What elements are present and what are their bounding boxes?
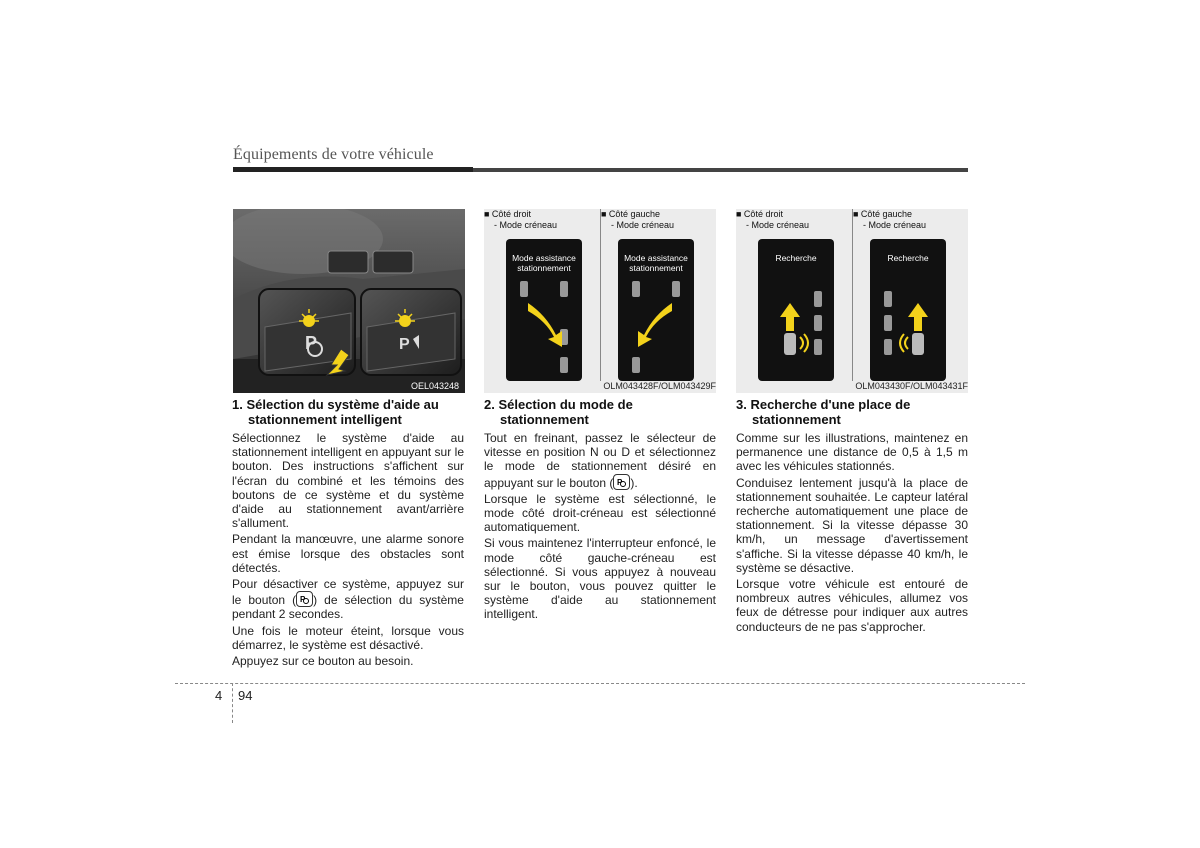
fig2-right-mode-label: - Mode créneau bbox=[611, 220, 675, 230]
fig3-left-diagram bbox=[870, 239, 946, 381]
section-1-paragraph: Pendant la manœuvre, une alarme sonore est émise lorsque des obstacles sont détectés. bbox=[232, 532, 464, 575]
svg-text:P: P bbox=[617, 477, 623, 487]
section-3-title-line1: 3. Recherche d'une place de bbox=[736, 397, 911, 412]
fig3-left-mode-label: - Mode créneau bbox=[746, 220, 810, 230]
figure-parking-buttons bbox=[233, 209, 465, 393]
fig2-right-diagram bbox=[506, 239, 582, 381]
spas-button-icon bbox=[296, 591, 313, 607]
chapter-number: 4 bbox=[215, 688, 223, 703]
fig3-right-side-label: ■ Côté gauche bbox=[853, 209, 912, 219]
figure-mode-selection bbox=[484, 209, 716, 393]
section-1-title-line1: 1. Sélection du système d'aide au bbox=[232, 397, 439, 412]
header-rule-accent bbox=[233, 167, 473, 172]
section-2-p1-end: ). bbox=[630, 475, 638, 490]
section-1-paragraph: Sélectionnez le système d'aide au stationnement intelligent en appuyant sur le bouton. Des instructions s'affichent sur l'écran du combiné et les témoins des boutons de ce système et du système d'aide au stationnement avant/arrière s'allument. bbox=[232, 431, 464, 531]
fig2-screen-title-l2: stationnement bbox=[517, 263, 571, 273]
svg-text:P: P bbox=[399, 336, 410, 353]
fig2-left-side-label: ■ Côté droit bbox=[484, 209, 531, 219]
section-1-title bbox=[232, 397, 464, 427]
section-2-p1-start: Tout en freinant, passez le sélecteur de vitesse en position N ou D et sélectionnez le mode de stationnement désiré en appuyant sur le bouton ( bbox=[484, 431, 716, 490]
figure-code: OEL043248 bbox=[410, 381, 459, 391]
fig3-screen-title: Recherche bbox=[775, 253, 817, 263]
fig3-screen-left bbox=[870, 239, 946, 381]
page-header-title: Équipements de votre véhicule bbox=[233, 146, 434, 163]
svg-text:P: P bbox=[305, 333, 318, 353]
section-3 bbox=[736, 397, 968, 636]
fig3-screen-title-b: Recherche bbox=[887, 253, 929, 263]
fig3-divider bbox=[852, 209, 853, 381]
console-illustration bbox=[233, 209, 465, 393]
fig2-left-diagram bbox=[618, 239, 694, 381]
fig2-screen-right bbox=[506, 239, 582, 381]
fig2-screen-title-l2b: stationnement bbox=[629, 263, 683, 273]
section-2-title bbox=[484, 397, 716, 427]
section-1 bbox=[232, 397, 464, 670]
section-1-paragraph bbox=[232, 577, 464, 622]
fig2-right-side-label: ■ Côté gauche bbox=[601, 209, 660, 219]
section-2-paragraph: Lorsque le système est sélectionné, le mode côté droit-créneau est sélectionné automatiquement. bbox=[484, 491, 716, 535]
section-1-paragraph: Appuyez sur ce bouton au besoin. bbox=[232, 654, 414, 669]
section-1-title-line2: stationnement intelligent bbox=[248, 412, 402, 427]
figure-code: OLM043430F/OLM043431F bbox=[855, 381, 968, 391]
footer-divider bbox=[232, 683, 233, 723]
fig2-screen-left bbox=[618, 239, 694, 381]
section-2-title-line2: stationnement bbox=[500, 412, 589, 427]
fig3-right-mode-label: - Mode créneau bbox=[863, 220, 927, 230]
section-1-paragraph: Une fois le moteur éteint, lorsque vous démarrez, le système est désactivé. bbox=[232, 623, 464, 652]
fig3-left-side-label: ■ Côté droit bbox=[736, 209, 783, 219]
fig3-right-diagram bbox=[758, 239, 834, 381]
fig2-screen-title-l1b: Mode assistance bbox=[624, 253, 688, 263]
section-3-title-line2: stationnement bbox=[752, 412, 841, 427]
section-1-p3-end: ) de sélection du système pendant 2 secondes. bbox=[232, 593, 464, 622]
section-2-title-line1: 2. Sélection du mode de bbox=[484, 397, 633, 412]
figure-code: OLM043428F/OLM043429F bbox=[603, 381, 716, 391]
footer-rule bbox=[175, 683, 1025, 684]
section-2 bbox=[484, 397, 716, 624]
svg-text:P: P bbox=[300, 595, 306, 605]
section-3-title bbox=[736, 397, 968, 427]
section-3-paragraph: Lorsque votre véhicule est entouré de nombreux autres véhicules, allumez vos feux de détresse pour indiquer aux autres conducteurs de ne pas s'approcher. bbox=[736, 577, 968, 634]
fig2-divider bbox=[600, 209, 601, 381]
section-3-paragraph: Comme sur les illustrations, maintenez en permanence une distance de 0,5 à 1,5 m avec les véhicules stationnés. bbox=[736, 431, 968, 474]
spas-button-icon bbox=[613, 474, 630, 490]
figure-space-search bbox=[736, 209, 968, 393]
page-number: 94 bbox=[238, 688, 253, 703]
section-2-paragraph: Si vous maintenez l'interrupteur enfoncé, le mode côté gauche-créneau est sélectionné. Si vous appuyez à nouveau sur le bouton, vous pouvez quitter le système d'aide au stationnement intelligent. bbox=[484, 536, 716, 622]
section-1-p3-start: Pour désactiver ce système, appuyez sur le bouton ( bbox=[232, 577, 464, 608]
fig2-screen-title-l1: Mode assistance bbox=[512, 253, 576, 263]
section-3-paragraph: Conduisez lentement jusqu'à la place de stationnement souhaitée. Le capteur latéral recherche automatiquement une place de stationnement. Si la vitesse dépasse 30 km/h, un message d'avertissement s'affiche. Si la vitesse dépasse 40 km/h, le système se désactive. bbox=[736, 475, 968, 575]
section-2-paragraph bbox=[484, 431, 716, 490]
fig2-left-mode-label: - Mode créneau bbox=[494, 220, 558, 230]
fig3-screen-right bbox=[758, 239, 834, 381]
